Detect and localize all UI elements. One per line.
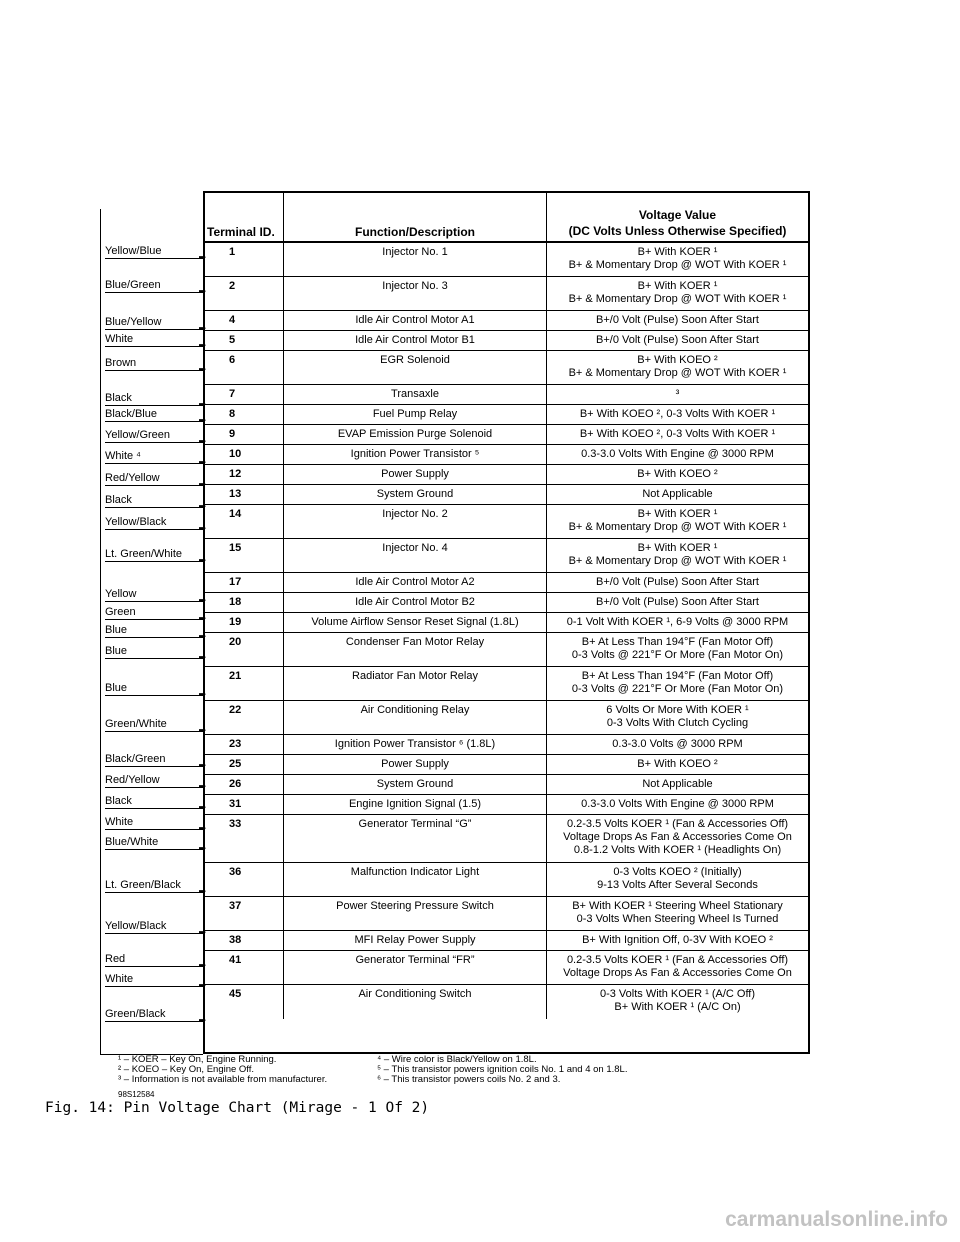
function-description: Fuel Pump Relay <box>284 405 547 424</box>
wire-color-label <box>105 472 206 489</box>
terminal-id: 23 <box>205 735 284 754</box>
voltage-value <box>547 633 808 666</box>
voltage-line: B+ With KOEO ², 0-3 Volts With KOER ¹ <box>579 408 776 420</box>
wire-color-label <box>105 816 206 833</box>
wire-color-label <box>105 357 206 374</box>
arrow-right-icon: ➡ <box>198 479 206 489</box>
arrow-right-icon: ➡ <box>198 323 206 333</box>
voltage-value <box>547 755 808 774</box>
wire-color-text: Green/Black <box>105 1008 166 1020</box>
terminal-id: 36 <box>205 863 284 896</box>
voltage-value <box>547 735 808 754</box>
voltage-line: 0.2-3.5 Volts KOER ¹ (Fan & Accessories Off) <box>566 818 789 830</box>
table-row <box>205 425 808 445</box>
voltage-line: B+/0 Volt (Pulse) Soon After Start <box>596 596 759 608</box>
wire-color-text: Black <box>105 392 132 404</box>
voltage-value <box>547 445 808 464</box>
wire-color-label <box>105 624 206 641</box>
terminal-id: 19 <box>205 613 284 632</box>
chart-body <box>205 243 808 1019</box>
footnote: ⁴ – Wire color is Black/Yellow on 1.8L. <box>377 1054 537 1065</box>
voltage-line: B+ With KOEO ² <box>637 354 718 366</box>
wire-color-text: Red/Yellow <box>105 472 160 484</box>
terminal-id: 45 <box>205 985 284 1019</box>
function-description: Generator Terminal “G” <box>284 815 547 862</box>
arrow-right-icon: ➡ <box>198 631 206 641</box>
terminal-id: 18 <box>205 593 284 612</box>
function-description: Idle Air Control Motor B1 <box>284 331 547 350</box>
wire-color-text: Yellow/Black <box>105 516 167 528</box>
voltage-header-line1: Voltage Value <box>638 208 717 222</box>
wire-color-label <box>105 316 206 333</box>
footnotes <box>118 1055 627 1085</box>
voltage-value <box>547 539 808 572</box>
wire-color-label <box>105 606 206 623</box>
voltage-line: 0.3-3.0 Volts With Engine @ 3000 RPM <box>581 448 774 460</box>
wire-color-label <box>105 682 206 699</box>
arrow-right-icon: ➡ <box>198 960 206 970</box>
table-row <box>205 667 808 701</box>
footnote: ⁶ – This transistor powers coils No. 2 and 3. <box>377 1074 561 1085</box>
voltage-line: 0.8-1.2 Volts With KOER ¹ (Headlights On) <box>573 844 782 856</box>
voltage-line: 0-3 Volts @ 221°F Or More (Fan Motor On) <box>571 683 784 695</box>
function-description: EGR Solenoid <box>284 351 547 384</box>
voltage-line: B+ At Less Than 194°F (Fan Motor Off) <box>581 636 774 648</box>
voltage-line: B+ With KOER ¹ Steering Wheel Stationary <box>572 900 783 912</box>
voltage-line: ³ <box>675 388 680 400</box>
wire-color-text: Yellow/Black <box>105 920 167 932</box>
wire-color-text: Brown <box>105 357 137 369</box>
arrow-right-icon: ➡ <box>198 1015 206 1025</box>
wire-color-text: Blue <box>105 624 128 636</box>
arrow-right-icon: ➡ <box>198 364 206 374</box>
wire-color-label <box>105 973 206 990</box>
terminal-id: 21 <box>205 667 284 700</box>
voltage-line: B+ With KOER ¹ <box>637 508 718 520</box>
terminal-id: 33 <box>205 815 284 862</box>
wire-color-text: Yellow <box>105 588 137 600</box>
arrow-right-icon: ➡ <box>198 689 206 699</box>
voltage-line: B+ & Momentary Drop @ WOT With KOER ¹ <box>568 521 787 533</box>
arrow-right-icon: ➡ <box>198 781 206 791</box>
wire-color-text: Yellow/Green <box>105 429 171 441</box>
table-row <box>205 985 808 1019</box>
function-description: Idle Air Control Motor B2 <box>284 593 547 612</box>
terminal-id: 1 <box>205 243 284 276</box>
table-row <box>205 633 808 667</box>
footnote: ³ – Information is not available from manufacturer. <box>118 1074 328 1085</box>
table-row <box>205 735 808 755</box>
function-description: Idle Air Control Motor A2 <box>284 573 547 592</box>
voltage-line: 0.3-3.0 Volts @ 3000 RPM <box>612 738 743 750</box>
arrow-right-icon: ➡ <box>198 843 206 853</box>
voltage-line: 0.2-3.5 Volts KOER ¹ (Fan & Accessories Off) <box>566 954 789 966</box>
voltage-value <box>547 465 808 484</box>
function-description: Condenser Fan Motor Relay <box>284 633 547 666</box>
function-description: MFI Relay Power Supply <box>284 931 547 950</box>
pin-voltage-chart <box>203 191 810 1054</box>
voltage-line: B+ With KOER ¹ <box>637 246 718 258</box>
voltage-value <box>547 795 808 814</box>
terminal-id: 5 <box>205 331 284 350</box>
wire-color-text: Black <box>105 494 132 506</box>
wire-color-label <box>105 494 206 511</box>
voltage-value <box>547 701 808 734</box>
voltage-value <box>547 863 808 896</box>
voltage-value <box>547 311 808 330</box>
voltage-value <box>547 775 808 794</box>
terminal-id: 4 <box>205 311 284 330</box>
voltage-line: B+/0 Volt (Pulse) Soon After Start <box>596 314 759 326</box>
function-header: Function/Description <box>284 193 547 241</box>
function-description: Transaxle <box>284 385 547 404</box>
voltage-value <box>547 593 808 612</box>
table-row <box>205 613 808 633</box>
voltage-line: B+ With KOEO ² <box>637 468 718 480</box>
function-description: Generator Terminal “FR” <box>284 951 547 984</box>
footnotes-right <box>377 1055 627 1085</box>
voltage-value <box>547 613 808 632</box>
wire-color-text: Blue <box>105 682 128 694</box>
wire-color-label <box>105 774 206 791</box>
arrow-right-icon: ➡ <box>198 760 206 770</box>
arrow-right-icon: ➡ <box>198 823 206 833</box>
wire-color-column <box>100 209 206 1055</box>
function-description: EVAP Emission Purge Solenoid <box>284 425 547 444</box>
wire-color-label <box>105 245 206 262</box>
voltage-line: 0-3 Volts @ 221°F Or More (Fan Motor On) <box>571 649 784 661</box>
table-row <box>205 539 808 573</box>
arrow-right-icon: ➡ <box>198 399 206 409</box>
voltage-line: B+ & Momentary Drop @ WOT With KOER ¹ <box>568 259 787 271</box>
table-row <box>205 277 808 311</box>
wire-color-text: Blue/Green <box>105 279 161 291</box>
wire-color-text: Yellow/Blue <box>105 245 162 257</box>
watermark: carmanualsonline.info <box>725 1208 948 1231</box>
voltage-line: Not Applicable <box>642 778 713 790</box>
function-description: Power Supply <box>284 465 547 484</box>
voltage-line: B+ & Momentary Drop @ WOT With KOER ¹ <box>568 367 787 379</box>
terminal-id: 41 <box>205 951 284 984</box>
table-row <box>205 385 808 405</box>
voltage-line: 0-3 Volts With Clutch Cycling <box>606 717 749 729</box>
wire-color-text: White <box>105 816 134 828</box>
voltage-value <box>547 485 808 504</box>
voltage-line: Voltage Drops As Fan & Accessories Come On <box>563 831 792 843</box>
voltage-value <box>547 425 808 444</box>
voltage-header <box>547 193 808 241</box>
footnote: ² – KOEO – Key On, Engine Off. <box>118 1064 255 1075</box>
function-description: Ignition Power Transistor ⁵ <box>284 445 547 464</box>
voltage-line: B+ At Less Than 194°F (Fan Motor Off) <box>581 670 774 682</box>
arrow-right-icon: ➡ <box>198 802 206 812</box>
terminal-id: 22 <box>205 701 284 734</box>
table-row <box>205 951 808 985</box>
function-description: Engine Ignition Signal (1.5) <box>284 795 547 814</box>
voltage-line: 6 Volts Or More With KOER ¹ <box>606 704 749 716</box>
function-description: System Ground <box>284 775 547 794</box>
voltage-line: 0-3 Volts When Steering Wheel Is Turned <box>576 913 779 925</box>
function-description: Power Supply <box>284 755 547 774</box>
table-row <box>205 331 808 351</box>
wire-color-label <box>105 953 206 970</box>
wire-color-label <box>105 795 206 812</box>
function-description: Malfunction Indicator Light <box>284 863 547 896</box>
voltage-value <box>547 505 808 538</box>
terminal-id: 14 <box>205 505 284 538</box>
voltage-value <box>547 667 808 700</box>
table-row <box>205 405 808 425</box>
wire-color-label <box>105 588 206 605</box>
figure-caption: Fig. 14: Pin Voltage Chart (Mirage - 1 Of 2) <box>45 1100 430 1116</box>
voltage-line: B+ With KOEO ² <box>637 758 718 770</box>
function-description: Injector No. 1 <box>284 243 547 276</box>
wire-color-label <box>105 645 206 662</box>
table-row <box>205 755 808 775</box>
voltage-line: 0.3-3.0 Volts With Engine @ 3000 RPM <box>581 798 774 810</box>
wire-color-text: Red/Yellow <box>105 774 160 786</box>
terminal-id: 15 <box>205 539 284 572</box>
arrow-right-icon: ➡ <box>198 436 206 446</box>
terminal-id: 25 <box>205 755 284 774</box>
chart-header <box>205 193 808 243</box>
voltage-header-line2: (DC Volts Unless Otherwise Specified) <box>568 224 787 238</box>
function-description: Air Conditioning Switch <box>284 985 547 1019</box>
arrow-right-icon: ➡ <box>198 652 206 662</box>
arrow-right-icon: ➡ <box>198 927 206 937</box>
voltage-line: 0-3 Volts KOEO ² (Initially) <box>613 866 742 878</box>
voltage-value <box>547 385 808 404</box>
footnote: ¹ – KOER – Key On, Engine Running. <box>118 1054 277 1065</box>
voltage-line: B+ With KOER ¹ <box>637 280 718 292</box>
table-row <box>205 465 808 485</box>
voltage-line: B+ With KOEO ², 0-3 Volts With KOER ¹ <box>579 428 776 440</box>
table-row <box>205 505 808 539</box>
wire-color-text: Blue/Yellow <box>105 316 162 328</box>
wire-color-label <box>105 836 206 853</box>
voltage-value <box>547 277 808 310</box>
voltage-line: B+/0 Volt (Pulse) Soon After Start <box>596 576 759 588</box>
wire-color-text: Lt. Green/Black <box>105 879 181 891</box>
terminal-id: 12 <box>205 465 284 484</box>
wire-color-label <box>105 920 206 937</box>
arrow-right-icon: ➡ <box>198 523 206 533</box>
wire-color-label <box>105 333 206 350</box>
voltage-line: 0-3 Volts With KOER ¹ (A/C Off) <box>599 988 756 1000</box>
arrow-right-icon: ➡ <box>198 501 206 511</box>
terminal-id: 9 <box>205 425 284 444</box>
wire-color-label <box>105 879 206 896</box>
terminal-id: 20 <box>205 633 284 666</box>
terminal-id: 7 <box>205 385 284 404</box>
voltage-value <box>547 931 808 950</box>
function-description: System Ground <box>284 485 547 504</box>
voltage-value <box>547 331 808 350</box>
wire-color-label <box>105 516 206 533</box>
function-description: Idle Air Control Motor A1 <box>284 311 547 330</box>
footnotes-left <box>118 1055 327 1085</box>
function-description: Air Conditioning Relay <box>284 701 547 734</box>
table-row <box>205 701 808 735</box>
terminal-id: 31 <box>205 795 284 814</box>
voltage-value <box>547 985 808 1019</box>
arrow-right-icon: ➡ <box>198 415 206 425</box>
voltage-value <box>547 351 808 384</box>
wire-color-label <box>105 279 206 296</box>
arrow-right-icon: ➡ <box>198 457 206 467</box>
function-description: Ignition Power Transistor ⁶ (1.8L) <box>284 735 547 754</box>
terminal-id: 8 <box>205 405 284 424</box>
voltage-value <box>547 897 808 930</box>
arrow-right-icon: ➡ <box>198 286 206 296</box>
arrow-right-icon: ➡ <box>198 725 206 735</box>
wire-color-label <box>105 450 206 467</box>
wire-color-text: Blue <box>105 645 128 657</box>
wire-color-text: Green/White <box>105 718 167 730</box>
voltage-value <box>547 951 808 984</box>
table-row <box>205 351 808 385</box>
wire-color-label <box>105 1008 206 1025</box>
table-row <box>205 775 808 795</box>
terminal-id: 2 <box>205 277 284 310</box>
voltage-line: B+ With Ignition Off, 0-3V With KOEO ² <box>582 934 773 946</box>
terminal-id: 6 <box>205 351 284 384</box>
voltage-line: B+/0 Volt (Pulse) Soon After Start <box>596 334 759 346</box>
function-description: Power Steering Pressure Switch <box>284 897 547 930</box>
terminal-id: 10 <box>205 445 284 464</box>
voltage-line: 9-13 Volts After Several Seconds <box>597 879 758 891</box>
arrow-right-icon: ➡ <box>198 555 206 565</box>
arrow-right-icon: ➡ <box>198 340 206 350</box>
terminal-id: 17 <box>205 573 284 592</box>
wire-color-text: Black <box>105 795 132 807</box>
figure-id: 98S12584 <box>118 1090 155 1099</box>
table-row <box>205 931 808 951</box>
terminal-id: 26 <box>205 775 284 794</box>
arrow-right-icon: ➡ <box>198 886 206 896</box>
voltage-line: Not Applicable <box>642 488 713 500</box>
voltage-line: Voltage Drops As Fan & Accessories Come On <box>563 967 792 979</box>
table-row <box>205 573 808 593</box>
function-description: Radiator Fan Motor Relay <box>284 667 547 700</box>
wire-color-text: Green <box>105 606 136 618</box>
function-description: Injector No. 4 <box>284 539 547 572</box>
voltage-value <box>547 243 808 276</box>
wire-color-label <box>105 753 206 770</box>
voltage-line: B+ & Momentary Drop @ WOT With KOER ¹ <box>568 293 787 305</box>
wire-color-text: Lt. Green/White <box>105 548 183 560</box>
wire-color-text: Black/Blue <box>105 408 157 420</box>
terminal-id: 13 <box>205 485 284 504</box>
arrow-right-icon: ➡ <box>198 595 206 605</box>
wire-color-label <box>105 548 206 565</box>
voltage-value <box>547 573 808 592</box>
terminal-id: 37 <box>205 897 284 930</box>
terminal-id-header: Terminal ID. <box>205 193 284 241</box>
footnote: ⁵ – This transistor powers ignition coils No. 1 and 4 on 1.8L. <box>377 1064 628 1075</box>
function-description: Volume Airflow Sensor Reset Signal (1.8L) <box>284 613 547 632</box>
table-row <box>205 445 808 465</box>
voltage-value <box>547 815 808 862</box>
wire-color-text: Black/Green <box>105 753 166 765</box>
wire-color-text: White <box>105 973 134 985</box>
wire-color-label <box>105 408 206 425</box>
voltage-line: B+ & Momentary Drop @ WOT With KOER ¹ <box>568 555 787 567</box>
voltage-line: B+ With KOER ¹ <box>637 542 718 554</box>
wire-color-text: White <box>105 333 134 345</box>
wire-color-label <box>105 392 206 409</box>
arrow-right-icon: ➡ <box>198 613 206 623</box>
table-row <box>205 815 808 863</box>
table-row <box>205 795 808 815</box>
function-description: Injector No. 2 <box>284 505 547 538</box>
table-row <box>205 485 808 505</box>
table-row <box>205 593 808 613</box>
terminal-id: 38 <box>205 931 284 950</box>
arrow-right-icon: ➡ <box>198 252 206 262</box>
table-row <box>205 243 808 277</box>
function-description: Injector No. 3 <box>284 277 547 310</box>
wire-color-text: Blue/White <box>105 836 159 848</box>
wire-color-text: White ⁴ <box>105 450 141 462</box>
table-row <box>205 897 808 931</box>
voltage-line: B+ With KOER ¹ (A/C On) <box>614 1001 741 1013</box>
voltage-value <box>547 405 808 424</box>
wire-color-text: Red <box>105 953 126 965</box>
wire-color-label <box>105 429 206 446</box>
voltage-line: 0-1 Volt With KOER ¹, 6-9 Volts @ 3000 RPM <box>566 616 789 628</box>
arrow-right-icon: ➡ <box>198 980 206 990</box>
table-row <box>205 311 808 331</box>
table-row <box>205 863 808 897</box>
wire-color-label <box>105 718 206 735</box>
